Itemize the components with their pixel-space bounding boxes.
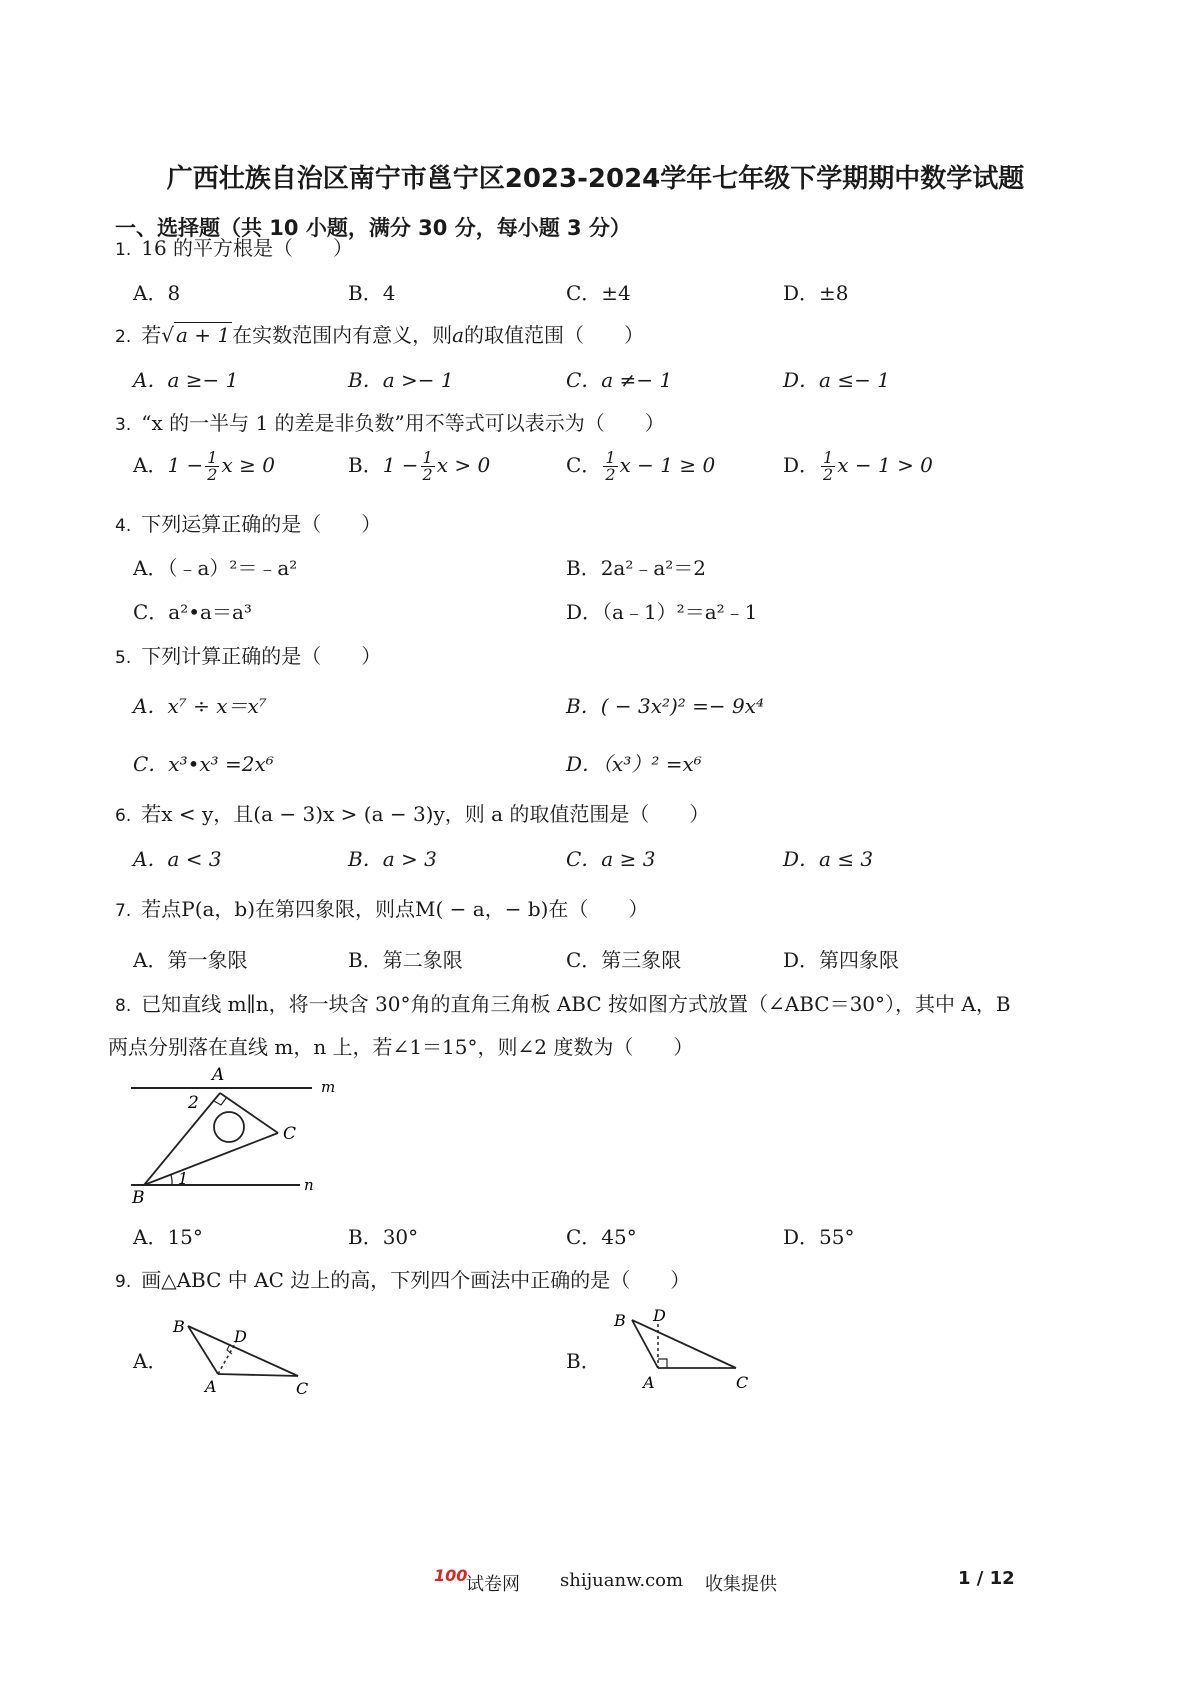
label-c: C <box>736 1373 749 1392</box>
expr-post: x ≥ 0 <box>221 453 275 477</box>
expr-post: x > 0 <box>436 453 491 477</box>
fraction <box>421 450 435 483</box>
label-b: B <box>173 1317 185 1336</box>
q2-option-b: B．a >− 1 <box>348 368 454 392</box>
question-9 <box>115 1264 690 1293</box>
question-stem: 若点P(a，b)在第四象限，则点M( − a，− b)在（ ） <box>141 897 649 921</box>
q9-figure-a <box>170 1316 315 1401</box>
question-stem: “x 的一半与 1 的差是非负数”用不等式可以表示为（ ） <box>141 411 665 435</box>
question-number: 5. <box>115 648 132 668</box>
q7-option-c: C．第三象限 <box>566 948 682 972</box>
height-ad <box>218 1342 236 1374</box>
label-c: C <box>296 1379 309 1398</box>
q1-option-a: A．8 <box>133 281 181 305</box>
question-5 <box>115 640 381 669</box>
q3-option-d <box>783 449 933 483</box>
question-number: 7. <box>115 901 132 921</box>
q7-option-b: B．第二象限 <box>348 948 463 972</box>
label-m: m <box>321 1078 336 1096</box>
stem-pre: 若 <box>141 323 162 347</box>
option-label: C． <box>566 453 602 477</box>
question-2 <box>115 319 644 348</box>
q5-option-b: B．( − 3x²)² =− 9x⁴ <box>566 694 765 718</box>
frac-num: 1 <box>823 448 834 467</box>
frac-den: 2 <box>422 465 433 484</box>
sqrt-symbol: √ <box>161 323 174 347</box>
label-d: D <box>653 1306 666 1325</box>
label-b: B <box>132 1188 145 1208</box>
q1-option-d: D．±8 <box>783 281 849 305</box>
fraction <box>821 450 835 483</box>
q8-option-d: D．55° <box>783 1225 855 1249</box>
label-a: A <box>205 1377 217 1396</box>
question-8 <box>115 988 1011 1017</box>
section-heading: 一、选择题（共 10 小题，满分 30 分，每小题 3 分） <box>115 216 631 240</box>
q6-option-d: D．a ≤ 3 <box>783 847 874 871</box>
q2-option-a: A．a ≥− 1 <box>133 368 239 392</box>
angle-1-arc <box>171 1175 172 1185</box>
q5-option-d: D．（x³）² =x⁶ <box>566 752 702 776</box>
question-number: 2. <box>115 327 132 347</box>
label-c: C <box>283 1124 297 1144</box>
site-logo: 100 <box>434 1566 468 1585</box>
q6-option-c: C．a ≥ 3 <box>566 847 656 871</box>
question-stem: 若x < y，且(a − 3)x > (a − 3)y，则 a 的取值范围是（ ） <box>141 802 710 826</box>
q8-figure <box>128 1064 358 1209</box>
q1-option-c: C．±4 <box>566 281 631 305</box>
expr-pre: 1 − <box>382 453 419 477</box>
footer-site-name: 试卷网 <box>466 1574 520 1595</box>
question-number: 9. <box>115 1272 132 1292</box>
q2-option-c: C．a ≠− 1 <box>566 368 673 392</box>
triangle-hole <box>214 1112 244 1142</box>
q5-option-a: A．x⁷ ÷ x＝x⁷ <box>133 694 267 718</box>
question-4 <box>115 508 381 537</box>
side-bc <box>144 1133 278 1185</box>
expr-post: x − 1 ≥ 0 <box>619 453 716 477</box>
question-3 <box>115 407 665 436</box>
option-label: D． <box>783 453 820 477</box>
q3-option-b <box>348 449 490 483</box>
fraction <box>205 450 219 483</box>
expr-post: x − 1 > 0 <box>837 453 933 477</box>
q8-option-a: A．15° <box>133 1225 203 1249</box>
frac-num: 1 <box>422 448 433 467</box>
question-stem: 下列计算正确的是（ ） <box>141 644 382 668</box>
side-ac <box>218 1374 298 1376</box>
q1-option-b: B．4 <box>348 281 396 305</box>
q9-figure-b <box>608 1306 768 1401</box>
q3-option-c <box>566 449 715 483</box>
q8-option-b: B．30° <box>348 1225 419 1249</box>
footer-provider: 收集提供 <box>705 1574 777 1595</box>
q4-option-c: C．a²•a＝a³ <box>133 600 252 624</box>
frac-num: 1 <box>605 448 616 467</box>
q6-option-b: B．a > 3 <box>348 847 437 871</box>
label-d: D <box>234 1327 247 1346</box>
label-angle-1: 1 <box>178 1169 189 1188</box>
frac-num: 1 <box>207 448 218 467</box>
right-angle-mark <box>658 1359 667 1368</box>
expr-pre: 1 − <box>167 453 204 477</box>
q4-option-b: B．2a²﹣a²＝2 <box>566 556 707 580</box>
question-number: 8. <box>115 996 132 1016</box>
question-number: 6. <box>115 806 132 826</box>
question-1 <box>115 232 353 261</box>
label-a: A <box>212 1065 225 1085</box>
side-bc <box>632 1320 736 1368</box>
frac-den: 2 <box>823 465 834 484</box>
page-number: 1 / 12 <box>958 1568 1015 1589</box>
question-number: 4. <box>115 516 132 536</box>
q7-option-a: A．第一象限 <box>133 948 248 972</box>
page-title: 广西壮族自治区南宁市邕宁区2023-2024学年七年级下学期期中数学试题 <box>166 164 1025 194</box>
label-a: A <box>643 1373 655 1392</box>
stem-post: 的取值范围（ ） <box>464 323 645 347</box>
sqrt-content: a + 1 <box>175 323 231 347</box>
question-number: 1. <box>115 240 132 260</box>
question-number: 3. <box>115 415 132 435</box>
label-b: B <box>614 1311 626 1330</box>
side-ac <box>220 1093 278 1133</box>
question-stem: 下列运算正确的是（ ） <box>141 512 382 536</box>
question-7 <box>115 893 648 922</box>
question-6 <box>115 798 709 827</box>
stem-mid: 在实数范围内有意义，则 <box>232 323 453 347</box>
option-label: A． <box>133 453 168 477</box>
side-ba <box>632 1320 658 1368</box>
frac-den: 2 <box>207 465 218 484</box>
option-label: B． <box>348 453 383 477</box>
q4-option-d: D．（a﹣1）²＝a²﹣1 <box>566 600 758 624</box>
q7-option-d: D．第四象限 <box>783 948 900 972</box>
q5-option-c: C．x³•x³ =2x⁶ <box>133 752 274 776</box>
q9-option-b: B． <box>566 1349 601 1373</box>
q3-option-a <box>133 449 275 483</box>
question-stem: 画△ABC 中 AC 边上的高，下列四个画法中正确的是（ ） <box>141 1268 691 1292</box>
question-stem: 16 的平方根是（ ） <box>141 236 354 260</box>
label-angle-2: 2 <box>188 1093 199 1113</box>
q8-option-c: C．45° <box>566 1225 637 1249</box>
stem-var: a <box>452 323 465 347</box>
footer-url[interactable]: shijuanw.com <box>560 1570 684 1591</box>
fraction <box>603 450 617 483</box>
q4-option-a: A．（﹣a）²＝﹣a² <box>133 556 298 580</box>
q9-option-a: A． <box>133 1349 168 1373</box>
question-stem-line1: 已知直线 m∥n，将一块含 30°角的直角三角板 ABC 按如图方式放置（∠ABC＝30°），其中 A，B <box>141 992 1011 1016</box>
q2-option-d: D．a ≤− 1 <box>783 368 890 392</box>
label-n: n <box>304 1176 314 1194</box>
q6-option-a: A．a < 3 <box>133 847 222 871</box>
frac-den: 2 <box>605 465 616 484</box>
question-8-line2: 两点分别落在直线 m，n 上，若∠1＝15°，则∠2 度数为（ ） <box>108 1035 694 1059</box>
